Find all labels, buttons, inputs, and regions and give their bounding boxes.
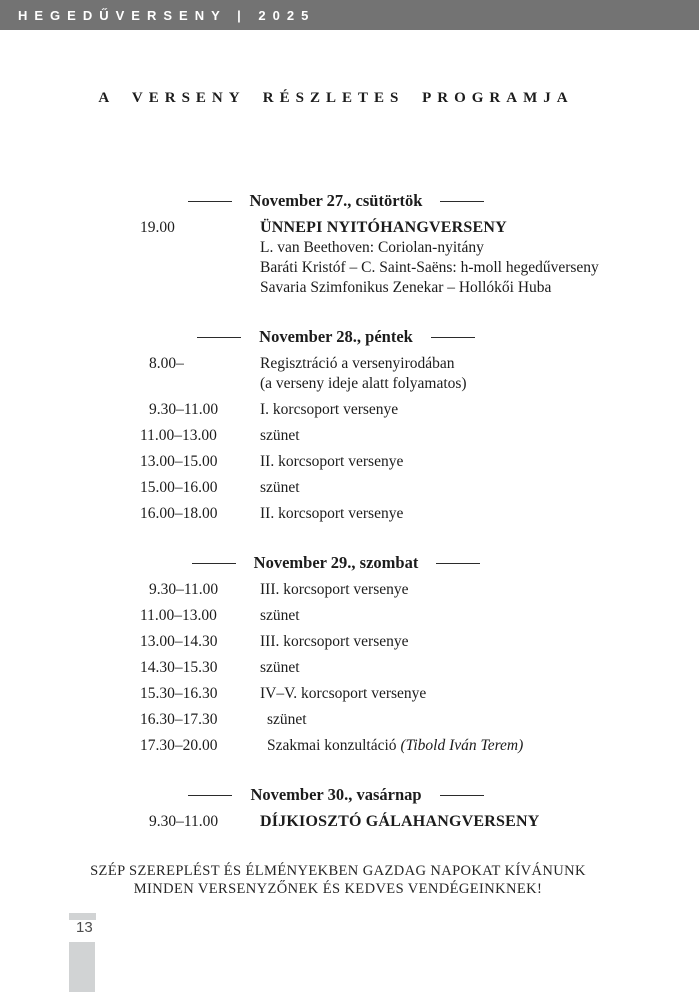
header-bar xyxy=(0,0,699,30)
event-text: ÜNNEPI NYITÓHANGVERSENY xyxy=(260,219,507,236)
time-label: 16.00–18.00 xyxy=(140,505,218,522)
schedule-row xyxy=(0,658,699,678)
event-text: szünet xyxy=(260,479,300,496)
program-day-section xyxy=(0,192,699,298)
schedule-row xyxy=(0,736,699,756)
time-label: 15.00–16.00 xyxy=(140,479,218,496)
schedule-row xyxy=(0,400,699,420)
event-text: I. korcsoport versenye xyxy=(260,401,399,418)
schedule-row xyxy=(0,354,699,394)
event-text: Regisztráció a versenyirodában xyxy=(260,355,455,372)
schedule-row xyxy=(0,452,699,472)
event-text-line xyxy=(260,374,467,394)
event-text: (a verseny ideje alatt folyamatos) xyxy=(260,375,467,392)
event-text-line xyxy=(260,606,300,626)
event-text-line xyxy=(260,478,300,498)
schedule xyxy=(0,192,699,862)
event-description xyxy=(260,452,403,472)
time-label: 9.30–11.00 xyxy=(149,401,219,418)
time-label: 9.30–11.00 xyxy=(149,813,219,830)
time-label: 11.00–13.00 xyxy=(140,607,217,624)
time-label: 8.00– xyxy=(149,355,184,372)
schedule-row xyxy=(0,710,699,730)
schedule-row xyxy=(0,580,699,600)
event-description xyxy=(260,218,599,298)
event-description xyxy=(260,478,300,498)
heading-rule-left xyxy=(192,563,236,564)
event-text: L. van Beethoven: Coriolan-nyitány xyxy=(260,239,484,256)
heading-rule-right xyxy=(436,563,480,564)
time-label: 19.00 xyxy=(140,219,175,236)
section-heading-label: November 30., vasárnap xyxy=(250,785,422,804)
event-text: szünet xyxy=(267,711,307,728)
event-text-line xyxy=(260,632,408,652)
event-title-line xyxy=(260,812,539,832)
schedule-row xyxy=(0,218,699,298)
event-text: II. korcsoport versenye xyxy=(260,453,404,470)
event-description xyxy=(260,812,539,832)
event-text: Szakmai konzultáció xyxy=(267,737,401,754)
heading-rule-left xyxy=(197,337,241,338)
heading-rule-right xyxy=(440,795,484,796)
time-label: 17.30–20.00 xyxy=(140,737,218,754)
event-text-line xyxy=(260,278,599,298)
event-description xyxy=(260,400,398,420)
time-label: 13.00–15.00 xyxy=(140,453,218,470)
event-text: III. korcsoport versenye xyxy=(260,581,409,598)
page-title: A VERSENY RÉSZLETES PROGRAMJA xyxy=(98,90,574,106)
section-heading xyxy=(0,554,672,572)
event-description xyxy=(260,426,300,446)
event-text-line xyxy=(260,426,300,446)
closing-message xyxy=(0,862,676,898)
section-heading xyxy=(0,786,672,804)
page-number: 13 xyxy=(76,919,93,936)
event-title-line xyxy=(260,218,599,238)
event-text: szünet xyxy=(260,427,300,444)
time-label: 9.30–11.00 xyxy=(149,581,219,598)
event-text-line xyxy=(260,258,599,278)
heading-rule-right xyxy=(440,201,484,202)
time-label: 15.30–16.30 xyxy=(140,685,218,702)
event-text: Baráti Kristóf – C. Saint-Saëns: h-moll hegedűverseny xyxy=(260,259,599,276)
event-text: DÍJKIOSZTÓ GÁLAHANGVERSENY xyxy=(260,813,540,830)
time-label: 14.30–15.30 xyxy=(140,659,218,676)
event-text: II. korcsoport versenye xyxy=(260,505,404,522)
section-heading-label: November 27., csütörtök xyxy=(249,191,423,210)
heading-rule-right xyxy=(431,337,475,338)
program-day-section xyxy=(0,554,699,756)
schedule-row xyxy=(0,684,699,704)
event-text: Savaria Szimfonikus Zenekar – Hollókői Huba xyxy=(260,279,552,296)
event-description xyxy=(260,658,300,678)
section-heading xyxy=(0,192,672,210)
margin-decoration-block xyxy=(69,942,95,992)
event-text: szünet xyxy=(260,607,300,624)
event-text: szünet xyxy=(260,659,300,676)
event-text-line xyxy=(260,580,408,600)
event-description xyxy=(260,504,403,524)
section-heading-label: November 29., szombat xyxy=(253,553,419,572)
event-text-line xyxy=(260,710,307,730)
event-description xyxy=(260,736,523,756)
schedule-row xyxy=(0,812,699,832)
header-bar-text: HEGEDŰVERSENY | 2025 xyxy=(18,7,316,23)
event-text-line xyxy=(260,736,523,756)
section-heading-label: November 28., péntek xyxy=(259,327,413,346)
event-description xyxy=(260,580,408,600)
schedule-row xyxy=(0,606,699,626)
event-text-line xyxy=(260,684,426,704)
event-description xyxy=(260,354,467,394)
time-label: 11.00–13.00 xyxy=(140,427,217,444)
closing-line-2: MINDEN VERSENYZŐNEK ÉS KEDVES VENDÉGEINKNEK! xyxy=(133,881,543,897)
schedule-row xyxy=(0,426,699,446)
closing-line-1: SZÉP SZEREPLÉST ÉS ÉLMÉNYEKBEN GAZDAG NAPOKAT KÍVÁNUNK xyxy=(90,863,586,879)
event-description xyxy=(260,684,426,704)
event-text-line xyxy=(260,452,403,472)
event-description xyxy=(260,632,408,652)
heading-rule-left xyxy=(188,795,232,796)
event-description xyxy=(260,606,300,626)
time-label: 16.30–17.30 xyxy=(140,711,218,728)
event-text-line xyxy=(260,238,599,258)
event-venue-italic: (Tibold Iván Terem) xyxy=(400,737,524,754)
program-day-section xyxy=(0,786,699,832)
schedule-row xyxy=(0,504,699,524)
event-text-line xyxy=(260,658,300,678)
event-text: IV–V. korcsoport versenye xyxy=(260,685,427,702)
schedule-row xyxy=(0,632,699,652)
event-text-line xyxy=(260,504,403,524)
program-day-section xyxy=(0,328,699,524)
event-text-line xyxy=(260,400,398,420)
heading-rule-left xyxy=(188,201,232,202)
event-text: III. korcsoport versenye xyxy=(260,633,409,650)
event-text-line xyxy=(260,354,467,374)
schedule-row xyxy=(0,478,699,498)
time-label: 13.00–14.30 xyxy=(140,633,218,650)
event-description xyxy=(260,710,307,730)
section-heading xyxy=(0,328,672,346)
